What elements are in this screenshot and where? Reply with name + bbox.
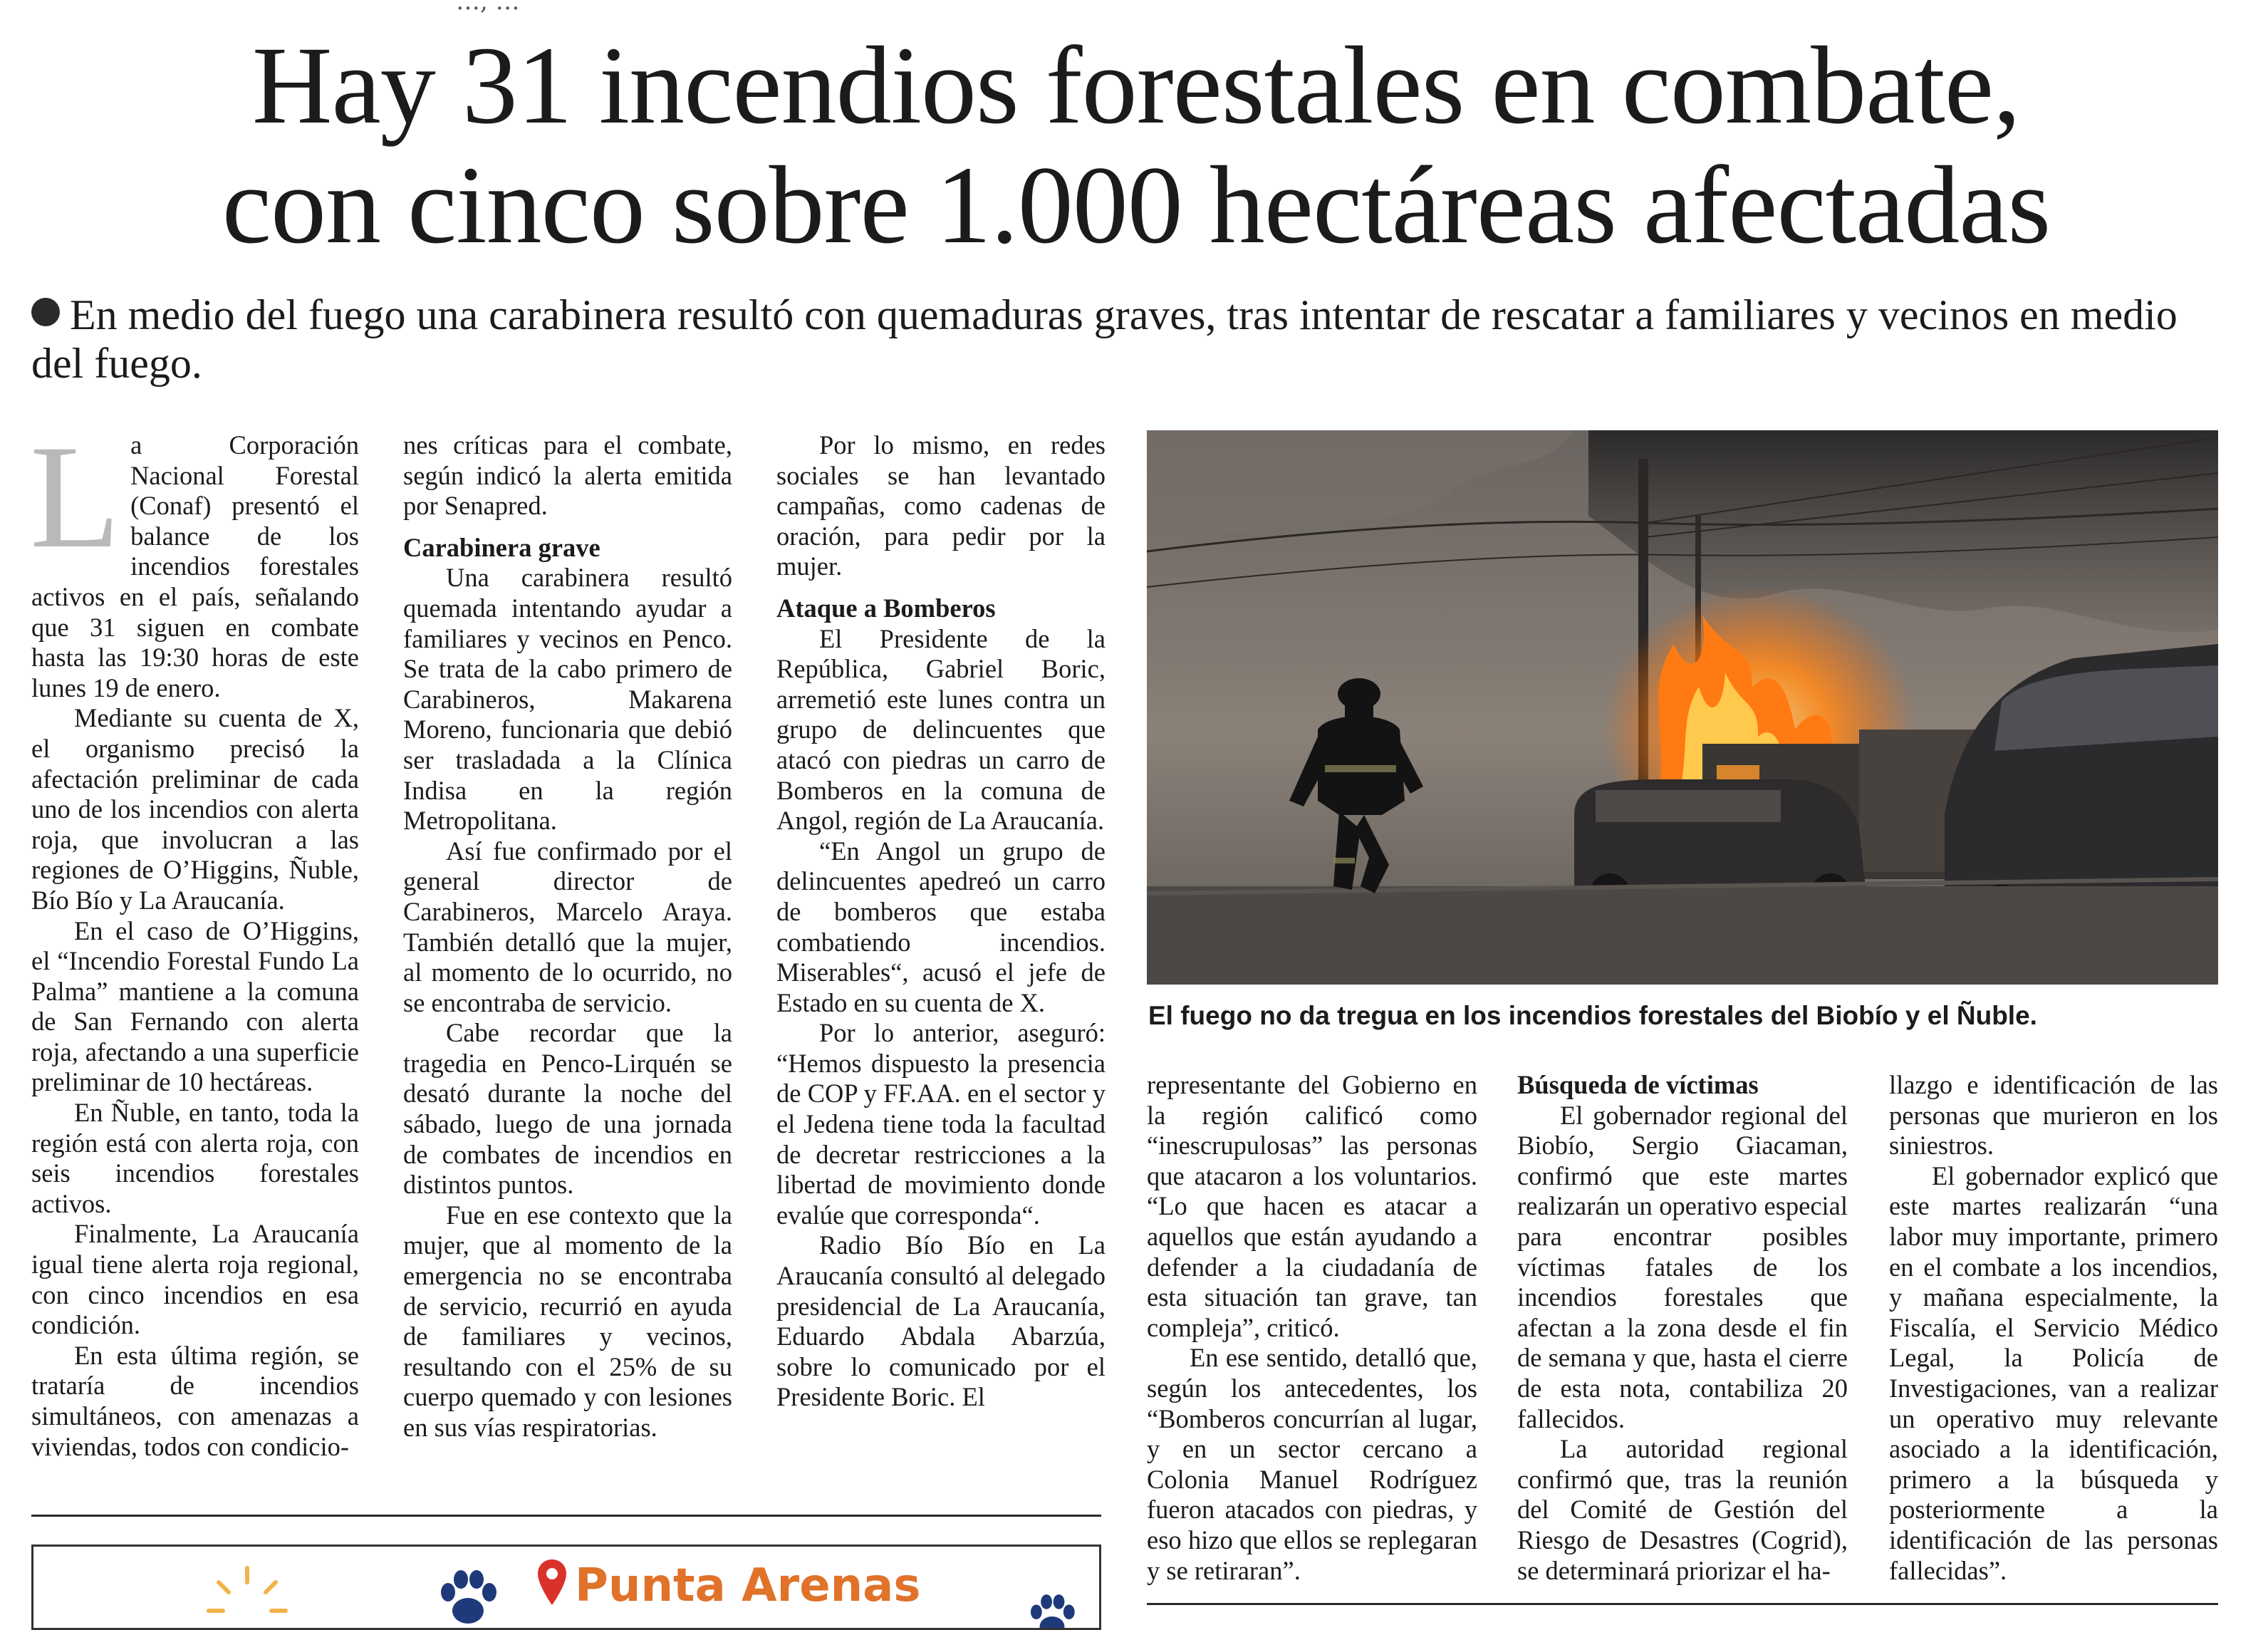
dropcap: L bbox=[30, 415, 121, 578]
paragraph: Por lo anterior, aseguró: “Hemos dispuesto la presencia de COP y FF.AA. en el sector y el Jedena tiene toda la facultad de decretar restricciones a la libertad de movimiento donde evalúe que corresponda“. bbox=[776, 1018, 1106, 1230]
section-divider bbox=[31, 1515, 1101, 1517]
fire-photo bbox=[1147, 430, 2218, 985]
paragraph: representante del Gobierno en la región calificó como “inescrupulosas” las personas que atacaron a los voluntarios. “Lo que hacen es atacar a aquellos que están ayudando a defender a la ciudadanía de esta situación tan grave, tan compleja”, criticó. bbox=[1147, 1070, 1477, 1342]
paragraph: En ese sentido, detalló que, según los antecedentes, los “Bomberos concurrían al lugar, y en un sector cercano a Colonia Manuel Rodríguez fueron atacados con piedras, y eso hizo que ellos se replegaran y se retiraran”. bbox=[1147, 1343, 1477, 1585]
kicker-line bbox=[456, 0, 1311, 13]
headline-line-1: Hay 31 incendios forestales en combate, bbox=[251, 24, 2021, 147]
paragraph: El gobernador explicó que este martes realizarán “una labor muy importante, primero en el combate a los incendios, y mañana especialmente, la Fiscalía, el Servicio Médico Legal, la Policía de Investigaciones, van a realizar un operativo muy relevante asociado a la identificación, primero a la búsqueda y posteriormente a la identificación de las personas fallecidas”. bbox=[1889, 1161, 2218, 1585]
paragraph: Radio Bío Bío en La Araucanía consultó al delegado presidencial de La Araucanía, Eduardo Abdala Abarzúa, sobre lo comunicado por el Presidente Boric. El bbox=[776, 1230, 1106, 1412]
article-column-4 bbox=[1147, 1070, 1477, 1586]
dek bbox=[31, 291, 2232, 388]
bullet-icon bbox=[31, 298, 60, 326]
subhead: Ataque a Bomberos bbox=[776, 593, 996, 623]
paw-icon bbox=[1024, 1589, 1081, 1630]
paragraph: a Corporación Nacional Forestal (Conaf) presentó el balance de los incendios forestales activos en el país, señalando que 31 siguen en combate hasta las 19:30 horas de este lunes 19 de enero. bbox=[31, 430, 359, 702]
headline bbox=[28, 26, 2244, 265]
article-column-2 bbox=[403, 430, 732, 1443]
subhead: Búsqueda de víctimas bbox=[1517, 1070, 1759, 1099]
article-column-6 bbox=[1889, 1070, 2218, 1586]
advertisement[interactable] bbox=[31, 1545, 1101, 1630]
paragraph: Mediante su cuenta de X, el organismo precisó la afectación preliminar de cada uno de los incendios con alerta roja, que involucran a las regiones de O’Higgins, Ñuble, Bío Bío y La Araucanía. bbox=[31, 703, 359, 915]
paragraph: Por lo mismo, en redes sociales se han levantado campañas, como cadenas de oración, para pedir por la mujer. bbox=[776, 430, 1106, 581]
subhead: Carabinera grave bbox=[403, 532, 600, 562]
sun-icon bbox=[204, 1561, 290, 1630]
ad-title: Punta Arenas bbox=[575, 1559, 921, 1612]
paragraph: llazgo e identificación de las personas que murieron en los siniestros. bbox=[1889, 1070, 2218, 1161]
photo-caption: El fuego no da tregua en los incendios forestales del Biobío y el Ñuble. bbox=[1148, 1001, 2037, 1030]
paragraph: Finalmente, La Araucanía igual tiene alerta roja regional, con cinco incendios en esa condición. bbox=[31, 1219, 359, 1340]
paragraph: La autoridad regional confirmó que, tras la reunión del Comité de Gestión del Riesgo de Desastres (Cogrid), se determinará priorizar el ha- bbox=[1517, 1434, 1848, 1585]
section-divider bbox=[1147, 1603, 2218, 1605]
dek-text: En medio del fuego una carabinera resultó con quemaduras graves, tras intentar de rescatar a familiares y vecinos en medio del fuego. bbox=[31, 291, 2178, 387]
paragraph: Fue en ese contexto que la mujer, que al momento de la emergencia no se encontraba de servicio, recurrió en ayuda de familiares y vecinos, resultando con el 25% de su cuerpo quemado y con lesiones en sus vías respiratorias. bbox=[403, 1200, 732, 1442]
paragraph: nes críticas para el combate, según indicó la alerta emitida por Senapred. bbox=[403, 430, 732, 521]
paragraph: El gobernador regional del Biobío, Sergio Giacaman, confirmó que este martes realizarán un operativo especial para encontrar posibles víctimas fatales de los incendios forestales que afectan a la zona desde el fin de semana y que, hasta el cierre de esta nota, contabiliza 20 fallecidos. bbox=[1517, 1100, 1848, 1433]
article-column-1 bbox=[30, 415, 359, 1462]
map-pin-icon bbox=[536, 1558, 568, 1608]
paragraph: Una carabinera resultó quemada intentando ayudar a familiares y vecinos en Penco. Se trata de la cabo primero de Carabineros, Makarena Moreno, funcionaria que debió ser trasladada a la Clínica Indisa en la región Metropolitana. bbox=[403, 563, 732, 836]
paragraph: En esta última región, se trataría de incendios simultáneos, con amenazas a viviendas, todos con condicio- bbox=[31, 1340, 359, 1461]
paragraph: Cabe recordar que la tragedia en Penco-Lirquén se desató durante la noche del sábado, luego de una jornada de combates de incendios en distintos puntos. bbox=[403, 1018, 732, 1200]
paragraph: En el caso de O’Higgins, el “Incendio Forestal Fundo La Palma” mantiene a la comuna de San Fernando con alerta roja, afectando a una superficie preliminar de 10 hectáreas. bbox=[31, 915, 359, 1097]
paragraph: Así fue confirmado por el general director de Carabineros, Marcelo Araya. También detalló que la mujer, al momento de lo ocurrido, no se encontraba de servicio. bbox=[403, 836, 732, 1017]
article-column-3 bbox=[776, 430, 1106, 1413]
paragraph: El Presidente de la República, Gabriel Boric, arremetió este lunes contra un grupo de delincuentes que atacó con piedras un carro de Bomberos en la comuna de Angol, región de La Araucanía. bbox=[776, 623, 1106, 836]
paragraph: En Ñuble, en tanto, toda la región está con alerta roja, con seis incendios forestales activos. bbox=[31, 1098, 359, 1218]
paw-icon bbox=[432, 1564, 504, 1630]
headline-line-2: con cinco sobre 1.000 hectáreas afectadas bbox=[222, 143, 2051, 266]
article-column-5 bbox=[1517, 1070, 1848, 1586]
paragraph: “En Angol un grupo de delincuentes apedreó un carro de bomberos que estaba combatiendo incendios. Miserables“, acusó el jefe de Estado en su cuenta de X. bbox=[776, 836, 1106, 1017]
